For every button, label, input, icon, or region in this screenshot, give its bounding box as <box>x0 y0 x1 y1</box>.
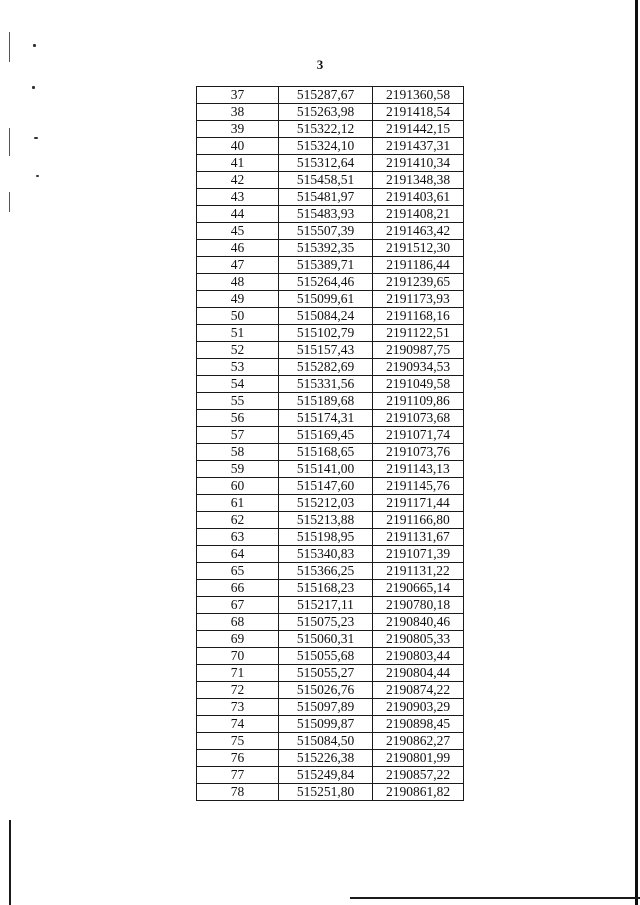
point-number-cell: 55 <box>197 393 279 410</box>
point-number-cell: 51 <box>197 325 279 342</box>
point-number-cell: 39 <box>197 121 279 138</box>
point-number-cell: 57 <box>197 427 279 444</box>
point-number-cell: 54 <box>197 376 279 393</box>
x-coordinate-cell: 515055,27 <box>279 665 373 682</box>
point-number-cell: 70 <box>197 648 279 665</box>
x-coordinate-cell: 515102,79 <box>279 325 373 342</box>
table-row <box>197 274 464 291</box>
table-row <box>197 308 464 325</box>
point-number-cell: 53 <box>197 359 279 376</box>
coordinates-table-body <box>197 87 464 801</box>
point-number-cell: 73 <box>197 699 279 716</box>
point-number-cell: 59 <box>197 461 279 478</box>
table-row <box>197 291 464 308</box>
point-number-cell: 67 <box>197 597 279 614</box>
y-coordinate-cell: 2191418,54 <box>373 104 464 121</box>
table-row <box>197 478 464 495</box>
point-number-cell: 68 <box>197 614 279 631</box>
x-coordinate-cell: 515212,03 <box>279 495 373 512</box>
y-coordinate-cell: 2190803,44 <box>373 648 464 665</box>
x-coordinate-cell: 515251,80 <box>279 784 373 801</box>
x-coordinate-cell: 515322,12 <box>279 121 373 138</box>
y-coordinate-cell: 2191122,51 <box>373 325 464 342</box>
x-coordinate-cell: 515060,31 <box>279 631 373 648</box>
table-row <box>197 444 464 461</box>
y-coordinate-cell: 2191173,93 <box>373 291 464 308</box>
table-row <box>197 580 464 597</box>
y-coordinate-cell: 2191049,58 <box>373 376 464 393</box>
point-number-cell: 47 <box>197 257 279 274</box>
point-number-cell: 74 <box>197 716 279 733</box>
y-coordinate-cell: 2190861,82 <box>373 784 464 801</box>
table-row <box>197 87 464 104</box>
point-number-cell: 58 <box>197 444 279 461</box>
table-row <box>197 359 464 376</box>
table-row <box>197 767 464 784</box>
x-coordinate-cell: 515507,39 <box>279 223 373 240</box>
table-row <box>197 614 464 631</box>
x-coordinate-cell: 515481,97 <box>279 189 373 206</box>
x-coordinate-cell: 515226,38 <box>279 750 373 767</box>
scan-speck <box>33 44 36 47</box>
scan-edge-left-mark <box>9 128 10 156</box>
x-coordinate-cell: 515213,88 <box>279 512 373 529</box>
y-coordinate-cell: 2190987,75 <box>373 342 464 359</box>
point-number-cell: 71 <box>197 665 279 682</box>
point-number-cell: 65 <box>197 563 279 580</box>
y-coordinate-cell: 2191168,16 <box>373 308 464 325</box>
point-number-cell: 61 <box>197 495 279 512</box>
x-coordinate-cell: 515483,93 <box>279 206 373 223</box>
scan-edge-left-mark <box>9 192 10 212</box>
table-row <box>197 121 464 138</box>
coordinates-table <box>196 86 464 801</box>
point-number-cell: 56 <box>197 410 279 427</box>
point-number-cell: 49 <box>197 291 279 308</box>
table-row <box>197 223 464 240</box>
point-number-cell: 64 <box>197 546 279 563</box>
table-row <box>197 376 464 393</box>
y-coordinate-cell: 2191239,65 <box>373 274 464 291</box>
table-row <box>197 750 464 767</box>
table-row <box>197 495 464 512</box>
x-coordinate-cell: 515168,23 <box>279 580 373 597</box>
y-coordinate-cell: 2190857,22 <box>373 767 464 784</box>
table-row <box>197 563 464 580</box>
point-number-cell: 38 <box>197 104 279 121</box>
x-coordinate-cell: 515324,10 <box>279 138 373 155</box>
x-coordinate-cell: 515099,87 <box>279 716 373 733</box>
x-coordinate-cell: 515331,56 <box>279 376 373 393</box>
x-coordinate-cell: 515249,84 <box>279 767 373 784</box>
x-coordinate-cell: 515198,95 <box>279 529 373 546</box>
point-number-cell: 50 <box>197 308 279 325</box>
table-row <box>197 733 464 750</box>
table-row <box>197 648 464 665</box>
x-coordinate-cell: 515169,45 <box>279 427 373 444</box>
y-coordinate-cell: 2191071,39 <box>373 546 464 563</box>
y-coordinate-cell: 2191186,44 <box>373 257 464 274</box>
x-coordinate-cell: 515340,83 <box>279 546 373 563</box>
table-row <box>197 138 464 155</box>
y-coordinate-cell: 2191131,22 <box>373 563 464 580</box>
y-coordinate-cell: 2190665,14 <box>373 580 464 597</box>
y-coordinate-cell: 2190903,29 <box>373 699 464 716</box>
y-coordinate-cell: 2190934,53 <box>373 359 464 376</box>
table-row <box>197 206 464 223</box>
y-coordinate-cell: 2190780,18 <box>373 597 464 614</box>
y-coordinate-cell: 2190804,44 <box>373 665 464 682</box>
y-coordinate-cell: 2190805,33 <box>373 631 464 648</box>
y-coordinate-cell: 2191348,38 <box>373 172 464 189</box>
point-number-cell: 40 <box>197 138 279 155</box>
table-row <box>197 393 464 410</box>
point-number-cell: 44 <box>197 206 279 223</box>
table-row <box>197 410 464 427</box>
y-coordinate-cell: 2191442,15 <box>373 121 464 138</box>
y-coordinate-cell: 2191171,44 <box>373 495 464 512</box>
table-row <box>197 631 464 648</box>
table-row <box>197 172 464 189</box>
point-number-cell: 48 <box>197 274 279 291</box>
y-coordinate-cell: 2191131,67 <box>373 529 464 546</box>
x-coordinate-cell: 515287,67 <box>279 87 373 104</box>
table-row <box>197 461 464 478</box>
x-coordinate-cell: 515312,64 <box>279 155 373 172</box>
point-number-cell: 75 <box>197 733 279 750</box>
page-number: 3 <box>316 57 324 72</box>
y-coordinate-cell: 2190874,22 <box>373 682 464 699</box>
point-number-cell: 42 <box>197 172 279 189</box>
scan-speck <box>34 137 38 139</box>
y-coordinate-cell: 2191463,42 <box>373 223 464 240</box>
y-coordinate-cell: 2191143,13 <box>373 461 464 478</box>
table-row <box>197 104 464 121</box>
x-coordinate-cell: 515147,60 <box>279 478 373 495</box>
y-coordinate-cell: 2191360,58 <box>373 87 464 104</box>
scan-edge-left-mark <box>9 820 11 905</box>
y-coordinate-cell: 2191109,86 <box>373 393 464 410</box>
table-row <box>197 240 464 257</box>
scan-edge-bottom <box>350 897 640 899</box>
table-row <box>197 682 464 699</box>
point-number-cell: 62 <box>197 512 279 529</box>
y-coordinate-cell: 2191512,30 <box>373 240 464 257</box>
table-row <box>197 342 464 359</box>
table-row <box>197 546 464 563</box>
x-coordinate-cell: 515263,98 <box>279 104 373 121</box>
point-number-cell: 77 <box>197 767 279 784</box>
point-number-cell: 72 <box>197 682 279 699</box>
point-number-cell: 46 <box>197 240 279 257</box>
y-coordinate-cell: 2190840,46 <box>373 614 464 631</box>
table-row <box>197 716 464 733</box>
point-number-cell: 69 <box>197 631 279 648</box>
table-row <box>197 189 464 206</box>
x-coordinate-cell: 515174,31 <box>279 410 373 427</box>
table-row <box>197 529 464 546</box>
x-coordinate-cell: 515282,69 <box>279 359 373 376</box>
x-coordinate-cell: 515168,65 <box>279 444 373 461</box>
table-row <box>197 325 464 342</box>
x-coordinate-cell: 515099,61 <box>279 291 373 308</box>
table-row <box>197 784 464 801</box>
x-coordinate-cell: 515217,11 <box>279 597 373 614</box>
y-coordinate-cell: 2190898,45 <box>373 716 464 733</box>
table-row <box>197 512 464 529</box>
point-number-cell: 66 <box>197 580 279 597</box>
x-coordinate-cell: 515055,68 <box>279 648 373 665</box>
x-coordinate-cell: 515157,43 <box>279 342 373 359</box>
x-coordinate-cell: 515075,23 <box>279 614 373 631</box>
table-row <box>197 699 464 716</box>
y-coordinate-cell: 2191403,61 <box>373 189 464 206</box>
x-coordinate-cell: 515084,24 <box>279 308 373 325</box>
y-coordinate-cell: 2190862,27 <box>373 733 464 750</box>
point-number-cell: 43 <box>197 189 279 206</box>
y-coordinate-cell: 2191071,74 <box>373 427 464 444</box>
point-number-cell: 76 <box>197 750 279 767</box>
point-number-cell: 52 <box>197 342 279 359</box>
x-coordinate-cell: 515389,71 <box>279 257 373 274</box>
y-coordinate-cell: 2191408,21 <box>373 206 464 223</box>
x-coordinate-cell: 515458,51 <box>279 172 373 189</box>
y-coordinate-cell: 2191437,31 <box>373 138 464 155</box>
table-row <box>197 155 464 172</box>
x-coordinate-cell: 515026,76 <box>279 682 373 699</box>
y-coordinate-cell: 2190801,99 <box>373 750 464 767</box>
point-number-cell: 63 <box>197 529 279 546</box>
table-row <box>197 427 464 444</box>
x-coordinate-cell: 515084,50 <box>279 733 373 750</box>
x-coordinate-cell: 515097,89 <box>279 699 373 716</box>
x-coordinate-cell: 515189,68 <box>279 393 373 410</box>
table-row <box>197 597 464 614</box>
y-coordinate-cell: 2191073,76 <box>373 444 464 461</box>
scan-speck <box>32 86 35 89</box>
point-number-cell: 41 <box>197 155 279 172</box>
x-coordinate-cell: 515366,25 <box>279 563 373 580</box>
scan-edge-right <box>635 0 638 905</box>
table-row <box>197 665 464 682</box>
scan-speck <box>36 175 39 177</box>
y-coordinate-cell: 2191073,68 <box>373 410 464 427</box>
x-coordinate-cell: 515392,35 <box>279 240 373 257</box>
point-number-cell: 37 <box>197 87 279 104</box>
y-coordinate-cell: 2191410,34 <box>373 155 464 172</box>
y-coordinate-cell: 2191166,80 <box>373 512 464 529</box>
scan-edge-left-mark <box>9 32 10 62</box>
x-coordinate-cell: 515264,46 <box>279 274 373 291</box>
y-coordinate-cell: 2191145,76 <box>373 478 464 495</box>
point-number-cell: 60 <box>197 478 279 495</box>
x-coordinate-cell: 515141,00 <box>279 461 373 478</box>
table-row <box>197 257 464 274</box>
point-number-cell: 45 <box>197 223 279 240</box>
point-number-cell: 78 <box>197 784 279 801</box>
